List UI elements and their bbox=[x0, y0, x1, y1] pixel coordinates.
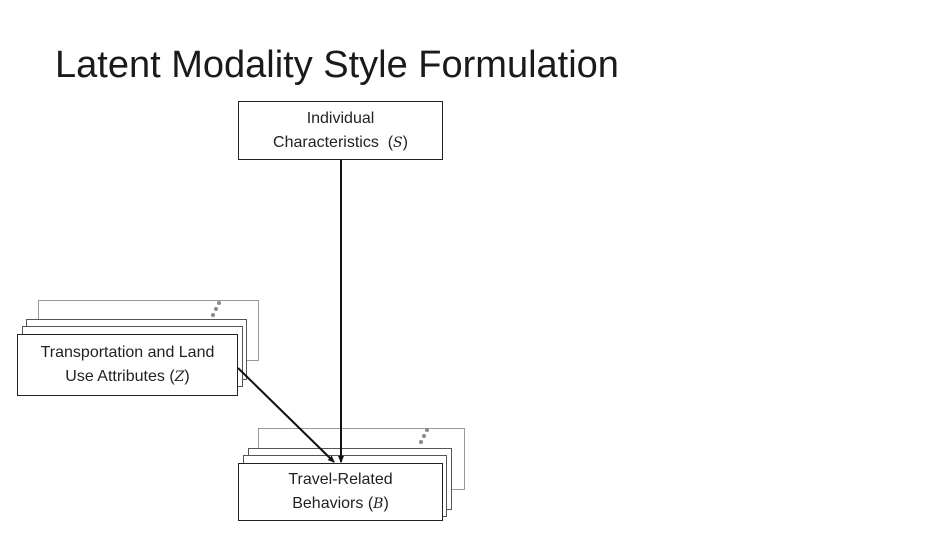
behaviors-line2: Behaviors bbox=[292, 495, 364, 512]
slide-title: Latent Modality Style Formulation bbox=[55, 44, 619, 86]
transportation-line1: Transportation and Land bbox=[40, 344, 215, 361]
individual-line1: Individual bbox=[306, 109, 375, 127]
individual-line2-row: Characteristics (S) bbox=[273, 133, 408, 151]
transportation-attributes-node bbox=[17, 334, 238, 396]
edge-transportation-to-behaviors bbox=[238, 368, 334, 462]
individual-line2: Characteristics bbox=[273, 133, 379, 151]
individual-characteristics-node bbox=[238, 101, 443, 160]
behaviors-line2-row: Behaviors (B) bbox=[292, 495, 389, 512]
behaviors-symbol: B bbox=[373, 496, 384, 512]
individual-symbol: S bbox=[393, 134, 403, 151]
transportation-line2-row: Use Attributes (Z) bbox=[65, 368, 190, 385]
transportation-line2: Use Attributes bbox=[65, 368, 165, 385]
transportation-symbol: Z bbox=[174, 369, 185, 385]
travel-behaviors-node bbox=[238, 463, 443, 521]
behaviors-line1: Travel-Related bbox=[288, 471, 393, 488]
